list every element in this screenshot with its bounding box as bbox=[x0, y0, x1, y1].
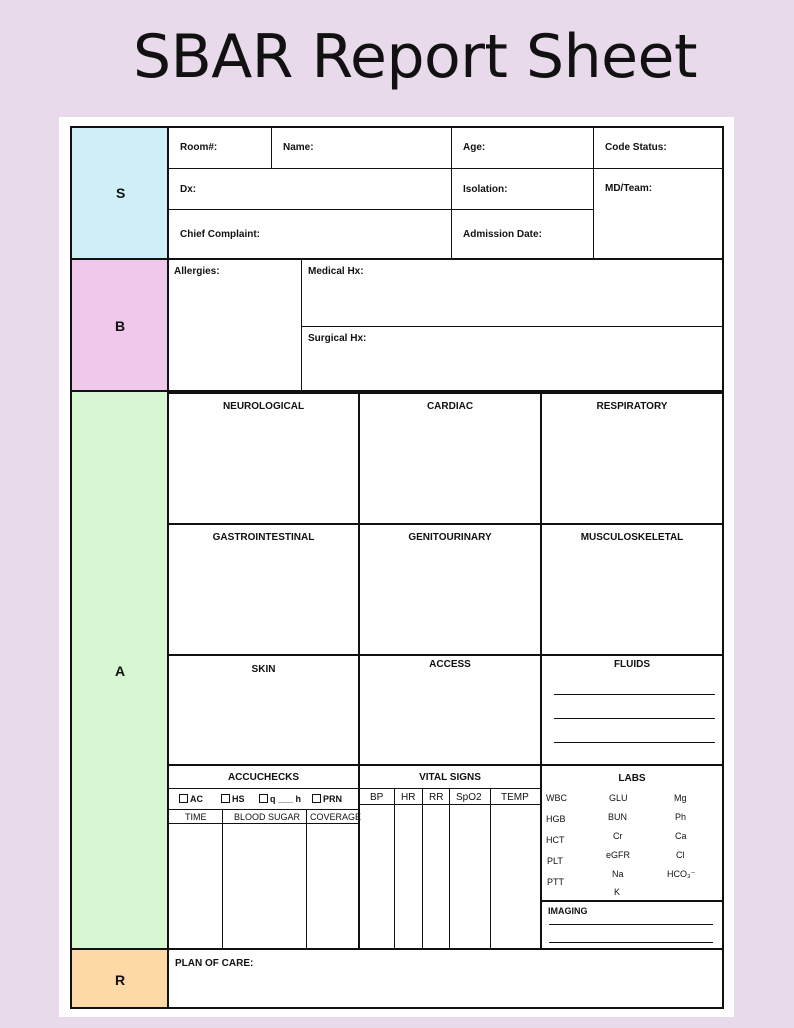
accucheck-option-hs[interactable]: HS bbox=[221, 794, 245, 804]
isolation-field[interactable]: Isolation: bbox=[463, 184, 508, 195]
fluids-line[interactable] bbox=[554, 718, 715, 719]
lab-hct: HCT bbox=[546, 835, 565, 845]
col-temp: TEMP bbox=[501, 792, 529, 803]
musculoskeletal-box[interactable] bbox=[540, 523, 724, 656]
section-s-bar bbox=[70, 126, 169, 260]
lab-k: K bbox=[614, 887, 621, 897]
genitourinary-box[interactable] bbox=[358, 523, 542, 656]
imaging-line[interactable] bbox=[549, 924, 713, 925]
labs-box bbox=[540, 764, 724, 902]
accucheck-option-ac[interactable]: AC bbox=[179, 794, 203, 804]
checkbox-icon[interactable] bbox=[179, 794, 188, 803]
col-spo2: SpO2 bbox=[456, 792, 482, 803]
lab-ca: Ca bbox=[675, 831, 687, 841]
fluids-line[interactable] bbox=[554, 742, 715, 743]
col-rr: RR bbox=[429, 792, 444, 803]
page-title: SBAR Report Sheet bbox=[133, 22, 697, 92]
genitourinary-label: GENITOURINARY bbox=[408, 532, 492, 543]
section-r-letter: R bbox=[115, 972, 126, 988]
respiratory-label: RESPIRATORY bbox=[596, 401, 668, 412]
section-r-bar bbox=[70, 948, 169, 1009]
access-box[interactable] bbox=[358, 654, 542, 766]
lab-na: Na bbox=[612, 869, 624, 879]
code-status-field[interactable]: Code Status: bbox=[605, 142, 667, 153]
accucheck-option-q-h[interactable]: q ___ h bbox=[259, 794, 301, 804]
accuchecks-label: ACCUCHECKS bbox=[227, 772, 300, 783]
col-coverage: COVERAGE bbox=[310, 812, 362, 822]
skin-box[interactable] bbox=[167, 654, 360, 766]
imaging-label: IMAGING bbox=[548, 906, 588, 916]
imaging-box[interactable] bbox=[540, 900, 724, 950]
lab-cr: Cr bbox=[613, 831, 623, 841]
section-a-letter: A bbox=[115, 663, 126, 679]
admission-date-field[interactable]: Admission Date: bbox=[463, 229, 542, 240]
section-b-letter: B bbox=[115, 318, 126, 334]
allergies-field[interactable]: Allergies: bbox=[174, 266, 220, 277]
chief-complaint-field[interactable]: Chief Complaint: bbox=[180, 229, 260, 240]
access-label: ACCESS bbox=[429, 659, 471, 670]
lab-wbc: WBC bbox=[546, 793, 567, 803]
lab-hco3: HCO₃⁻ bbox=[667, 869, 696, 879]
name-field[interactable]: Name: bbox=[283, 142, 314, 153]
lab-egfr: eGFR bbox=[606, 850, 631, 860]
md-team-field[interactable]: MD/Team: bbox=[605, 183, 653, 194]
checkbox-icon[interactable] bbox=[312, 794, 321, 803]
section-s-letter: S bbox=[116, 185, 126, 201]
lab-plt: PLT bbox=[547, 856, 563, 866]
surgical-hx-field[interactable]: Surgical Hx: bbox=[308, 333, 367, 344]
dx-field[interactable]: Dx: bbox=[180, 184, 197, 195]
musculoskeletal-label: MUSCULOSKELETAL bbox=[580, 532, 684, 543]
checkbox-icon[interactable] bbox=[221, 794, 230, 803]
col-hr: HR bbox=[401, 792, 416, 803]
gastrointestinal-label: GASTROINTESTINAL bbox=[212, 532, 315, 543]
imaging-line[interactable] bbox=[549, 942, 713, 943]
respiratory-box[interactable] bbox=[540, 392, 724, 525]
neurological-box[interactable] bbox=[167, 392, 360, 525]
lab-mg: Mg bbox=[674, 793, 687, 803]
plan-of-care-box[interactable] bbox=[167, 948, 724, 1009]
cardiac-label: CARDIAC bbox=[426, 401, 474, 412]
lab-bun: BUN bbox=[608, 812, 628, 822]
skin-label: SKIN bbox=[251, 664, 276, 675]
col-time: TIME bbox=[185, 812, 207, 822]
background-box bbox=[167, 258, 724, 392]
sbar-sheet bbox=[59, 117, 734, 1017]
vital-signs-box bbox=[358, 764, 542, 950]
section-a-bar bbox=[70, 390, 169, 950]
fluids-line[interactable] bbox=[554, 694, 715, 695]
lab-cl: Cl bbox=[676, 850, 685, 860]
col-bp: BP bbox=[370, 792, 384, 803]
accuchecks-box bbox=[167, 764, 360, 950]
fluids-box[interactable] bbox=[540, 654, 724, 766]
lab-hgb: HGB bbox=[546, 814, 566, 824]
col-blood-sugar: BLOOD SUGAR bbox=[234, 812, 301, 822]
room-field[interactable]: Room#: bbox=[180, 142, 218, 153]
plan-of-care-label: PLAN OF CARE: bbox=[175, 958, 254, 969]
neurological-label: NEUROLOGICAL bbox=[222, 401, 305, 412]
situation-box bbox=[167, 126, 724, 260]
fluids-label: FLUIDS bbox=[613, 659, 651, 670]
lab-ptt: PTT bbox=[547, 877, 564, 887]
labs-label: LABS bbox=[618, 773, 646, 784]
age-field[interactable]: Age: bbox=[463, 142, 486, 153]
vital-signs-label: VITAL SIGNS bbox=[419, 772, 481, 783]
lab-ph: Ph bbox=[675, 812, 687, 822]
lab-glu: GLU bbox=[609, 793, 628, 803]
cardiac-box[interactable] bbox=[358, 392, 542, 525]
gastrointestinal-box[interactable] bbox=[167, 523, 360, 656]
section-b-bar bbox=[70, 258, 169, 392]
checkbox-icon[interactable] bbox=[259, 794, 268, 803]
medical-hx-field[interactable]: Medical Hx: bbox=[308, 266, 364, 277]
accucheck-option-prn[interactable]: PRN bbox=[312, 794, 342, 804]
